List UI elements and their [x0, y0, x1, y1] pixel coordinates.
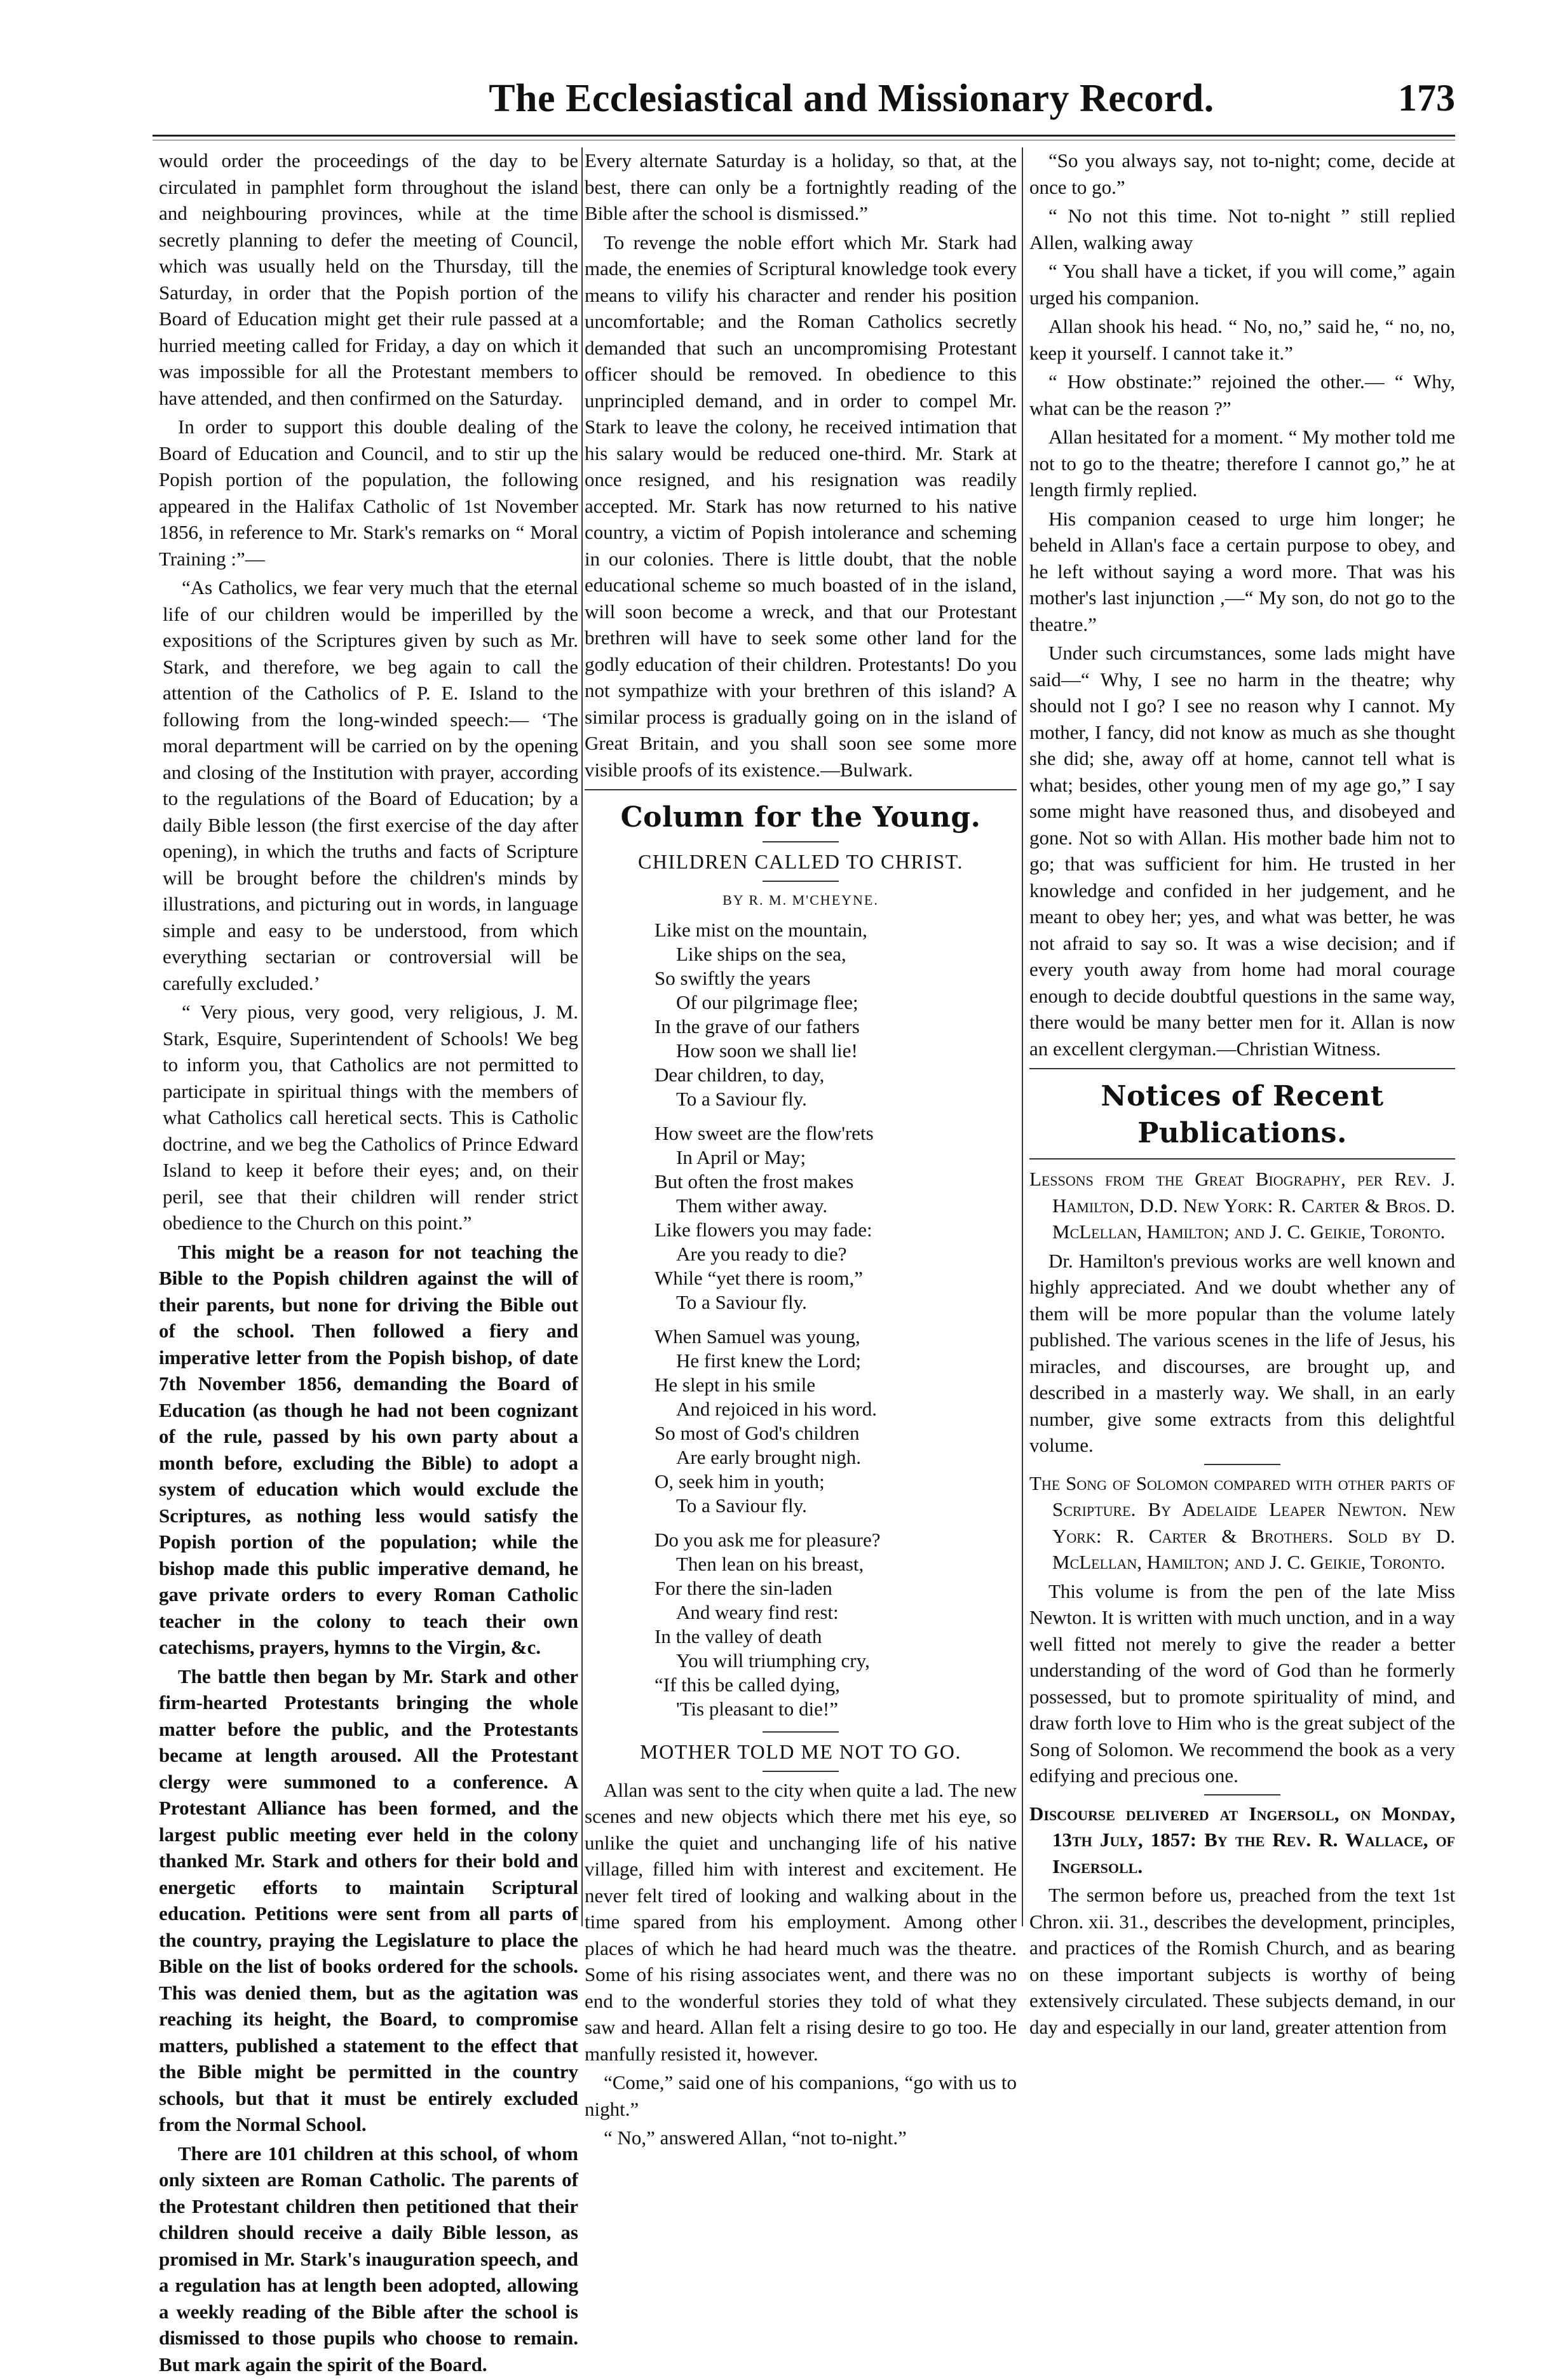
notice-body: The sermon before us, preached from the text 1st Chron. xii. 31., describes the development, principles, and practices of the Romish Church, and as bearing on these important subjects is worthy of being extensively circulated. These subjects demand, in our day and especially in our land, greater attention from [1029, 1884, 1455, 2038]
poem-line: But often the frost makes [654, 1170, 854, 1193]
col3-paragraph: “So you always say, not to-night; come, decide at once to go.” [1029, 149, 1455, 198]
poem-line: Are early brought nigh. [676, 1446, 861, 1468]
section-heading-notices: Notices of Recent Publications. [1101, 1080, 1384, 1149]
poem-line: Do you ask me for pleasure? [654, 1529, 881, 1551]
poem-line: And rejoiced in his word. [676, 1398, 877, 1420]
poem-line: 'Tis pleasant to die!” [676, 1698, 838, 1720]
poem-line: “If this be called dying, [654, 1673, 840, 1696]
col1-paragraph: There are 101 children at this school, of whom only sixteen are Roman Catholic. The parents of the Protestant children then petitioned that their children should receive a daily Bible lesson, as promised in Mr. Stark's inauguration speech, and a regulation has at length been adopted, allowing a weekly reading of the Bible after the school is dismissed to those pupils who choose to remain. But mark again the spirit of the Board. [159, 2142, 578, 2376]
poem-line: Dear children, to day, [654, 1064, 825, 1086]
poem-line: While “yet there is room,” [654, 1267, 863, 1289]
col3-paragraph: “ How obstinate:” rejoined the other.— “ Why, what can be the reason ?” [1029, 370, 1455, 419]
notice-heading: The Song of Solomon compared with other parts of Scripture. By Adelaide Leaper Newton. New York: R. Carter & Brothers. Sold by D. McLellan, Hamilton; and J. C. Geikie, Toronto. [1029, 1471, 1455, 1573]
notice-body: This volume is from the pen of the late Miss Newton. It is written with much unction, and in a way well fitted not merely to give the reader a better understanding of the word of God than he formerly possessed, but to promote spirituality of mind, and draw forth love to Him who is the great subject of the Song of Solomon. We recommend the book as a very edifying and precious one. [1029, 1579, 1455, 1787]
poem-line: So swiftly the years [654, 967, 811, 989]
section-rule [585, 789, 1017, 790]
poem-line: Are you ready to die? [676, 1243, 847, 1265]
poem-line: You will triumphing cry, [676, 1649, 870, 1672]
notice-body: Dr. Hamilton's previous works are well known and highly appreciated. And we doubt whether any of them will be more popular than the volume lately published. The various scenes in the life of Jesus, his miracles, and discourses, are brought up, and described in a masterly way. We shall, in an early number, give some extracts from this delightful volume. [1029, 1249, 1455, 1456]
column-2 [585, 147, 1017, 2154]
poem-line: Then lean on his breast, [676, 1553, 864, 1575]
story-title: MOTHER TOLD ME NOT TO GO. [640, 1740, 961, 1763]
poem-line: In April or May; [676, 1146, 806, 1168]
short-rule [763, 881, 839, 882]
col1-paragraph: would order the proceedings of the day to be circulated in pamphlet form throughout the island and neighbouring provinces, while at the time secretly planning to defer the meeting of Council, which was usually held on the Thursday, till the Saturday, in order that the Popish portion of the Board of Education might get their rule passed at a hurried meeting called for Friday, a day on which it was impossible for all the Protestant members to have attended, and then confirmed on the Saturday. [159, 149, 578, 409]
short-rule [1204, 1794, 1280, 1795]
poem-stanza [654, 1528, 1017, 1721]
col3-paragraph: “ No not this time. Not to-night ” still replied Allen, walking away [1029, 205, 1455, 254]
short-rule [763, 1731, 839, 1733]
poem-line: In the grave of our fathers [654, 1015, 860, 1038]
poem-line: In the valley of death [654, 1625, 822, 1647]
column-divider-1 [581, 147, 583, 1926]
poem-line: How soon we shall lie! [676, 1039, 858, 1062]
col1-quote: “ Very pious, very good, very religious, J. M. Stark, Esquire, Superintendent of Schools! We beg to inform you, that Catholics are not permitted to participate in spiritual things with the members of what Catholics call heretical sects. This is Catholic doctrine, and we beg the Catholics of Prince Edward Island to keep it before their eyes; and, on their peril, see that their children will render strict obedience to the Church on this point.” [163, 1001, 578, 1234]
short-rule [763, 841, 839, 842]
poem-line: When Samuel was young, [654, 1325, 860, 1348]
poem-line: Like mist on the mountain, [654, 919, 867, 941]
column-1 [159, 147, 578, 2380]
column-3 [1029, 147, 1455, 2043]
page-number: 173 [1398, 77, 1455, 119]
poem-line: To a Saviour fly. [676, 1494, 807, 1517]
story-paragraph: “ No,” answered Allan, “not to-night.” [604, 2126, 907, 2149]
poem-title: CHILDREN CALLED TO CHRIST. [638, 850, 963, 873]
poem-line: To a Saviour fly. [676, 1291, 807, 1313]
section-rule [1029, 1068, 1455, 1069]
running-title: The Ecclesiastical and Missionary Record. [489, 77, 1214, 120]
poem-line: To a Saviour fly. [676, 1088, 807, 1110]
col3-paragraph: Allan hesitated for a moment. “ My mother told me not to go to the theatre; therefore I cannot go,” he at length firmly replied. [1029, 426, 1455, 501]
story-paragraph: Allan was sent to the city when quite a lad. The new scenes and new objects which there met his eye, so unlike the quiet and unchanging life of his native village, filled him with interest and excitement. He never felt tired of looking and walking about in the time spared from his employment. Among other places of which he had heard much was the theatre. Some of his rising associates went, and there was no end to the wonderful stories they told of what they saw and heard. Allan felt a rising desire to go too. He manfully resisted it, however. [585, 1778, 1017, 2065]
poem-stanza [654, 918, 1017, 1111]
story-paragraph: “Come,” said one of his companions, “go with us to night.” [585, 2071, 1017, 2120]
page-header [153, 76, 1455, 146]
column-divider-2 [1022, 147, 1023, 1926]
col1-paragraph: The battle then began by Mr. Stark and other firm-hearted Protestants bringing the whole matter before the public, and the Protestants became at length aroused. All the Protestant clergy were summoned to a conference. A Protestant Alliance has been formed, and the largest public meeting ever held in the colony thanked Mr. Stark and others for their bold and energetic efforts to maintain Scriptural education. Petitions were sent from all parts of the country, praying the Legislature to place the Bible on the list of books ordered for the schools. This was denied them, but as the agitation was reaching its height, the Board, to compromise matters, published a statement to the effect that the Bible might be permitted in the country schools, but that it must be entirely excluded from the Normal School. [159, 1665, 578, 2135]
col1-paragraph: In order to support this double dealing of the Board of Education and Council, and to stir up the Popish portion of the population, the following appeared in the Halifax Catholic of 1st November 1856, in reference to Mr. Stark's remarks on “ Moral Training :”— [159, 416, 578, 570]
poem-line: Like ships on the sea, [676, 943, 846, 965]
poem-line: Of our pilgrimage flee; [676, 991, 858, 1013]
col1-quote: “As Catholics, we fear very much that the eternal life of our children would be imperilled by the expositions of the Scriptures given by such as Mr. Stark, and therefore, we beg again to call the attention of the Catholics of P. E. Island to the following from the long-winded speech:— ‘The moral department will be carried on by the opening and closing of the Institution with prayer, according to the regulations of the Board of Education; by a daily Bible lesson (the first exercise of the day after opening), in which the truths and facts of Scripture will be brought before the children's minds by illustrations, and picturing out in words, in language simple and easy to be understood, from which everything sectarian or controversial will be carefully excluded.’ [163, 576, 578, 994]
notice-heading: Discourse delivered at Ingersoll, on Monday, 13th July, 1857: By the Rev. R. Wallace, of Ingersoll. [1029, 1802, 1455, 1877]
poem-line: He slept in his smile [654, 1374, 816, 1396]
short-rule [1204, 1464, 1280, 1465]
poem-line: How sweet are the flow'rets [654, 1122, 874, 1144]
col2-paragraph: To revenge the noble effort which Mr. Stark had made, the enemies of Scriptural knowledge took every means to vilify his character and render his position uncomfortable; and the Roman Catholics secretly demanded that such an uncompromising Protestant officer should be removed. In obedience to this unprincipled demand, and in order to compel Mr. Stark to leave the colony, he received intimation that his salary would be reduced one-third. Mr. Stark at once resigned, and his resignation was readily accepted. Mr. Stark has now returned to his native country, a victim of Popish intolerance and scheming in our colonies. There is little doubt, that the noble educational scheme so much boasted of in the island, will soon become a wreck, and that our Protestant brethren will have to seek some other land for the godly education of their children. Protestants! Do you not sympathize with your brethren of this island? A similar process is gradually going on in the island of Great Britain, and you shall soon see some more visible proofs of its existence.—Bulwark. [585, 231, 1017, 781]
short-rule [763, 1771, 839, 1772]
poem-line: O, seek him in youth; [654, 1470, 825, 1492]
col3-paragraph: Under such circumstances, some lads might have said—“ Why, I see no harm in the theatre; why should not I go? I see no reason why I cannot. My mother, I fancy, did not know as much as she thought she did; she, away off at home, cannot tell what is what; besides, other young men of my age go,” I say some might have reasoned thus, and disobeyed and gone. Not so with Allan. His mother bade him not to go; that was sufficient for him. He trusted in her knowledge and confided in her judgement, and he meant to obey her; yes, and what was better, he was not afraid to say so. It was a wise decision; and if every youth away from home had moral courage enough to decide doubtful questions in the same way, there would be many better men for it. Allan is now an excellent clergyman.—Christian Witness. [1029, 642, 1455, 1060]
poem [654, 918, 1017, 1721]
poem-byline: BY R. M. M'CHEYNE. [722, 891, 879, 908]
col3-paragraph: “ You shall have a ticket, if you will come,” again urged his companion. [1029, 260, 1455, 309]
section-heading-young: Column for the Young. [620, 801, 981, 834]
col2-paragraph: Every alternate Saturday is a holiday, so that, at the best, there can only be a fortnightly reading of the Bible after the school is dismissed.” [585, 149, 1017, 224]
col3-paragraph: Allan shook his head. “ No, no,” said he, “ no, no, keep it yourself. I cannot take it.” [1029, 315, 1455, 364]
poem-line: So most of God's children [654, 1422, 860, 1444]
poem-line: For there the sin-laden [654, 1577, 832, 1599]
section-rule [1029, 1158, 1455, 1160]
poem-stanza [654, 1325, 1017, 1518]
poem-line: Like flowers you may fade: [654, 1219, 872, 1241]
poem-line: He first knew the Lord; [676, 1349, 861, 1372]
poem-line: And weary find rest: [676, 1601, 839, 1623]
poem-line: Them wither away. [676, 1194, 828, 1217]
col3-paragraph: His companion ceased to urge him longer; he beheld in Allan's face a certain purpose to obey, and he left without saying a word more. That was his mother's last injunction ,—“ My son, do not go to the theatre.” [1029, 507, 1455, 635]
col1-paragraph: This might be a reason for not teaching the Bible to the Popish children against the will of their parents, but none for driving the Bible out of the school. Then followed a fiery and imperative letter from the Popish bishop, of date 7th November 1856, demanding the Board of Education (as though he had not been cognizant of the rule, passed by his own party about a month before, excluding the Bible) to adopt a system of education which would exclude the Scriptures, as nothing less would satisfy the Popish portion of the population; while the bishop made this public imperative demand, he gave private orders to every Roman Catholic teacher in the colony to teach their own catechisms, prayers, hymns to the Virgin, &c. [159, 1240, 578, 1658]
header-rule [153, 135, 1455, 137]
notice-heading: Lessons from the Great Biography, per Rev. J. Hamilton, D.D. New York: R. Carter & Bros. D. McLellan, Hamilton; and J. C. Geikie, Toronto. [1029, 1168, 1455, 1243]
poem-stanza [654, 1121, 1017, 1315]
